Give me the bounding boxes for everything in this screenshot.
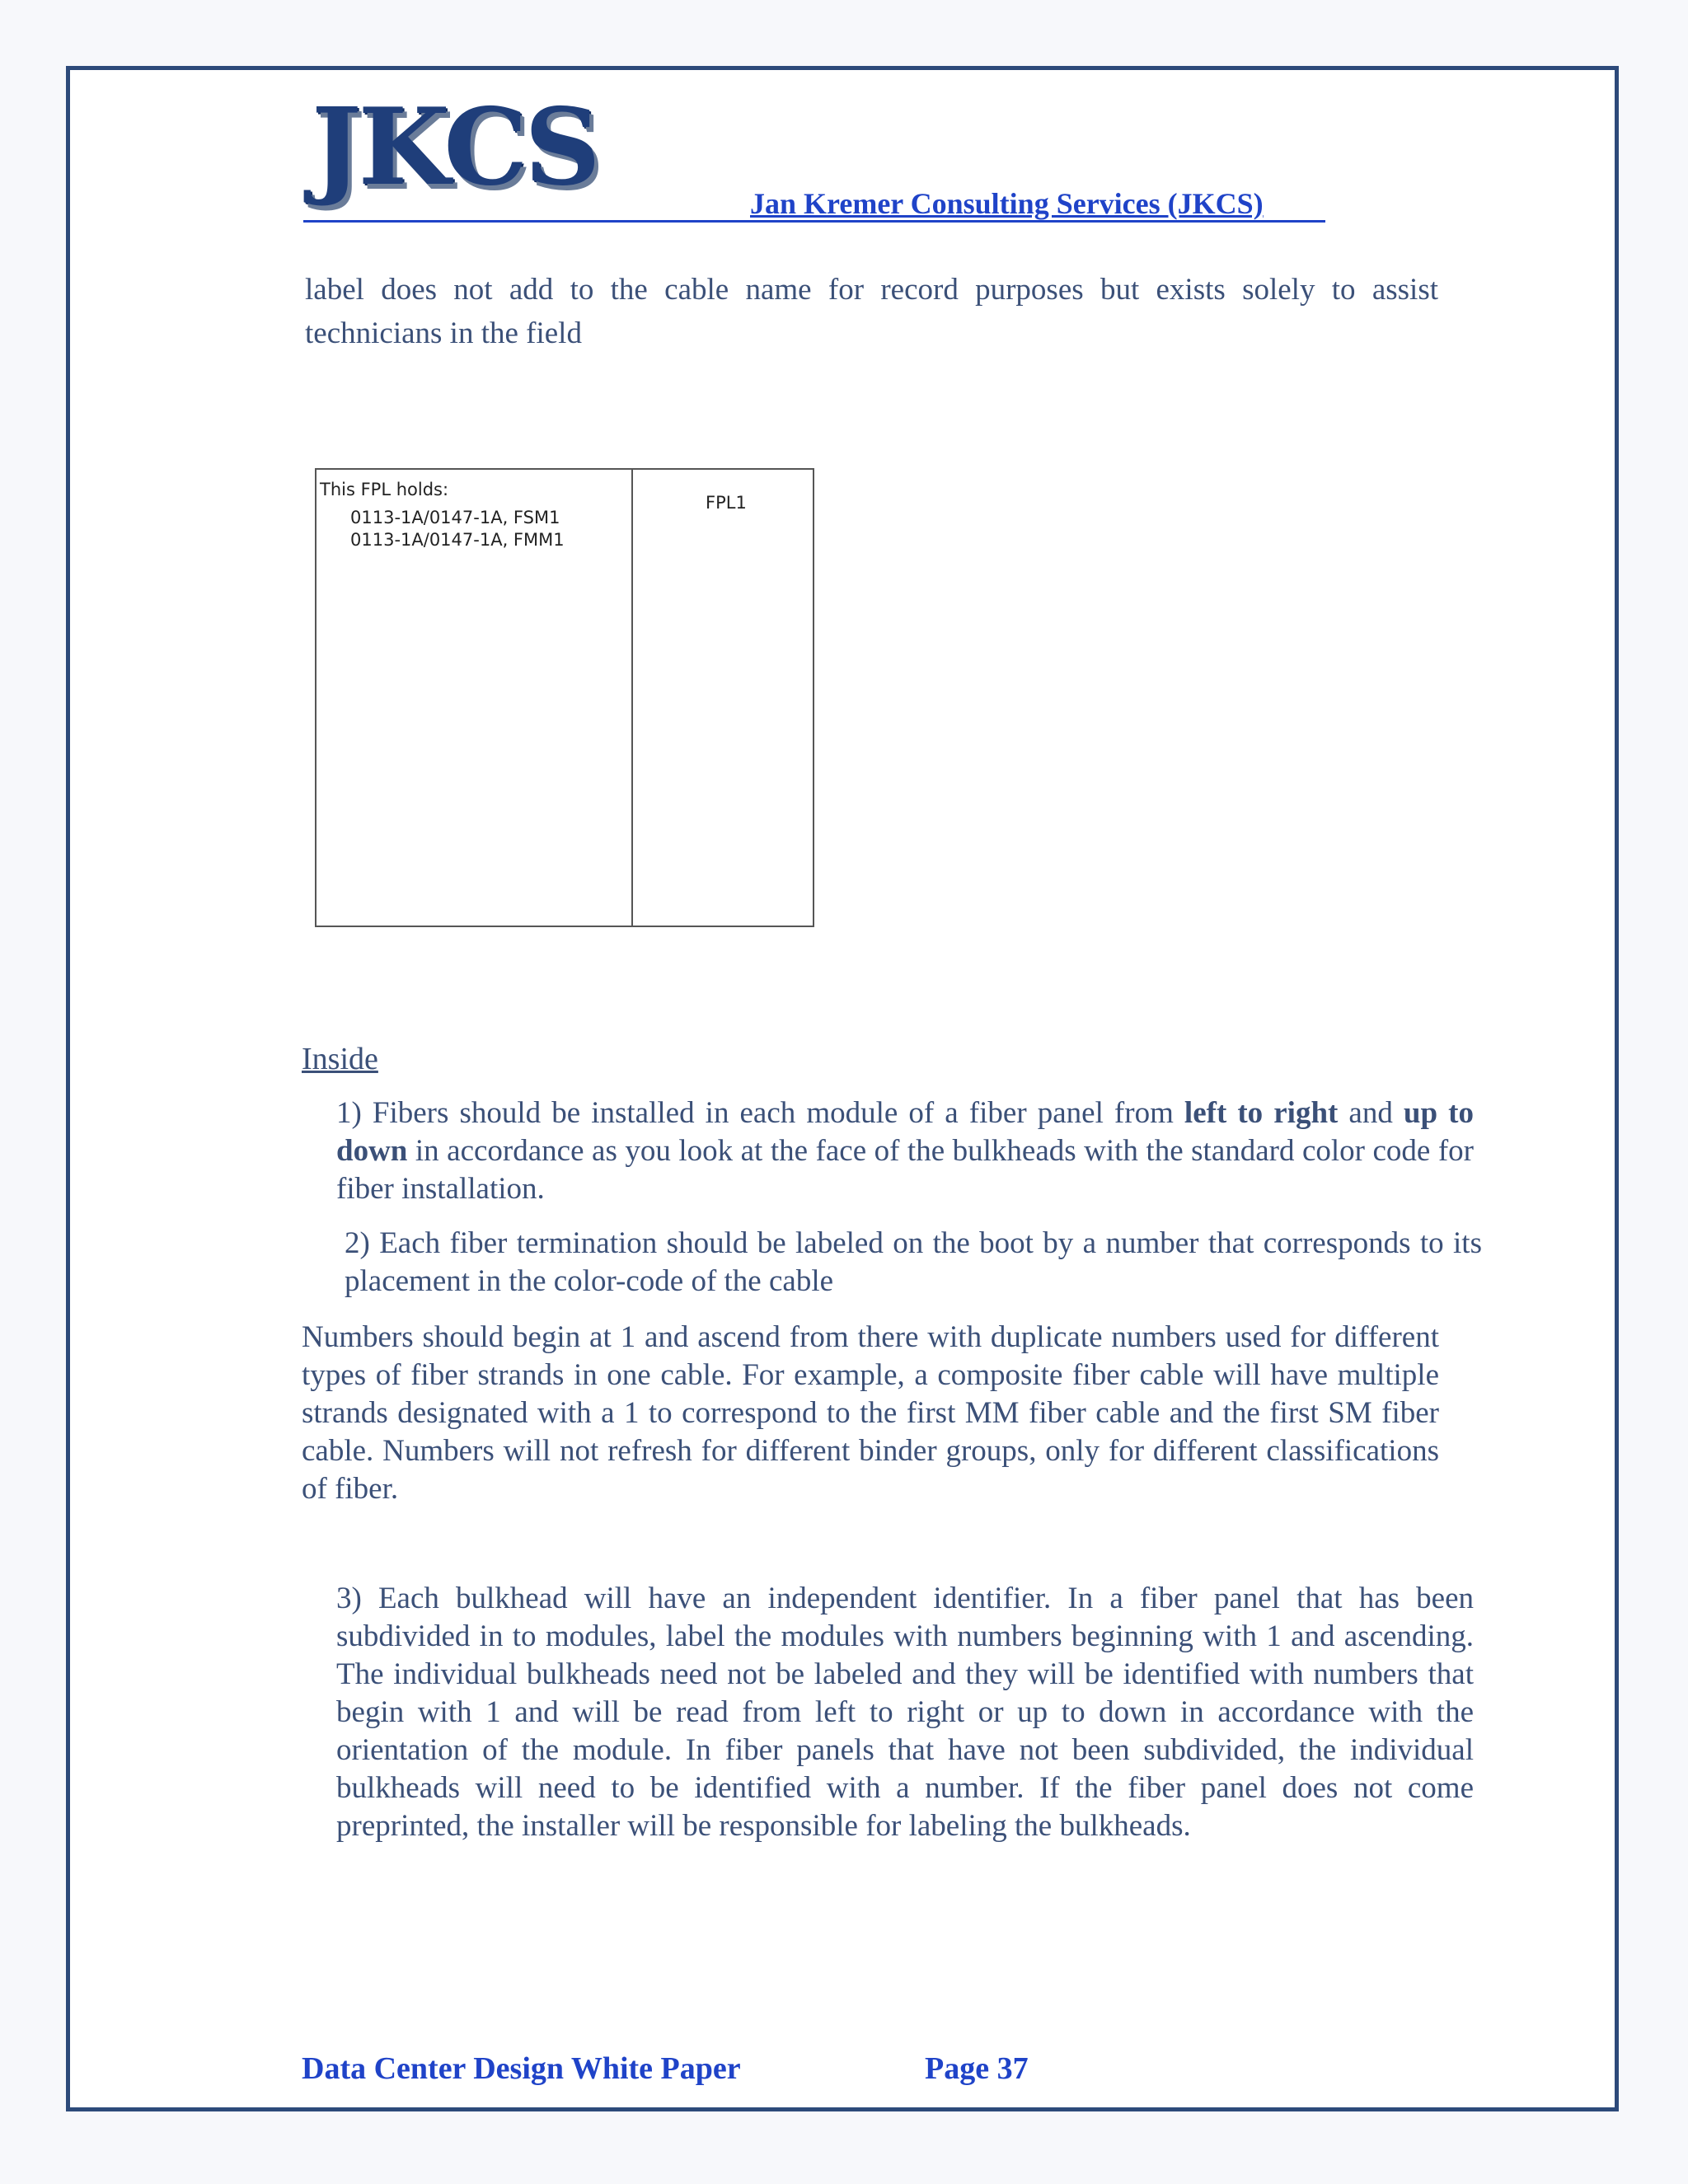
jkcs-logo: JKCS [312, 86, 598, 209]
paragraph-1 [302, 1094, 1474, 1208]
paragraph-1-bold-left-to-right: left to right [1184, 1096, 1339, 1130]
paragraph-2: 2) Each fiber termination should be labeled on the boot by a number that corresponds to its placement in the color-code of the cable [345, 1226, 1482, 1298]
paragraph-1-mid: and [1338, 1096, 1404, 1130]
paragraph-4: 3) Each bulkhead will have an independent identifier. In a fiber panel that has been subdivided in to modules, label the modules with numbers beginning with 1 and ascending. The individual bulkheads need not be labeled and they will be identified with numbers that begin with 1 and will be read from left to right or up to down in accordance with the orientation of the module. In fiber panels that have not been subdivided, the individual bulkheads will need to be identified with a number. If the fiber panel does not come preprinted, the installer will be responsible for labeling the bulkheads. [336, 1582, 1474, 1843]
paragraph-1-suffix: in accordance as you look at the face of the bulkheads with the standard color code for fiber installation. [336, 1134, 1474, 1206]
paragraph-1-prefix: 1) Fibers should be installed in each module of a fiber panel from [336, 1096, 1184, 1130]
footer-page-number: Page 37 [925, 2051, 1029, 2086]
paragraph-1-bold-up-to-down: up to down [336, 1096, 1474, 1168]
footer-title: Data Center Design White Paper [302, 2051, 741, 2086]
label-title: This FPL holds: [320, 480, 449, 499]
fiber-panel-label-figure [315, 468, 814, 927]
section-heading-inside: Inside [302, 1042, 378, 1076]
label-divider [631, 470, 633, 926]
intro-paragraph: label does not add to the cable name for record purposes but exists solely to assist technicians in the field [305, 273, 1438, 350]
label-panel-id: FPL1 [706, 493, 747, 513]
label-cable-line-2: 0113-1A/0147-1A, FMM1 [350, 530, 565, 550]
label-cable-line-1: 0113-1A/0147-1A, FSM1 [350, 508, 560, 527]
company-name: Jan Kremer Consulting Services (JKCS) [750, 187, 1264, 220]
paragraph-3: Numbers should begin at 1 and ascend from there with duplicate numbers used for different types of fiber strands in one cable. For example, a composite fiber cable will have multiple strands designated with a 1 to correspond to the first MM fiber cable and the first SM fiber cable. Numbers will not refresh for different binder groups, only for different classifications of fiber. [302, 1320, 1439, 1506]
header-divider [303, 220, 1325, 223]
